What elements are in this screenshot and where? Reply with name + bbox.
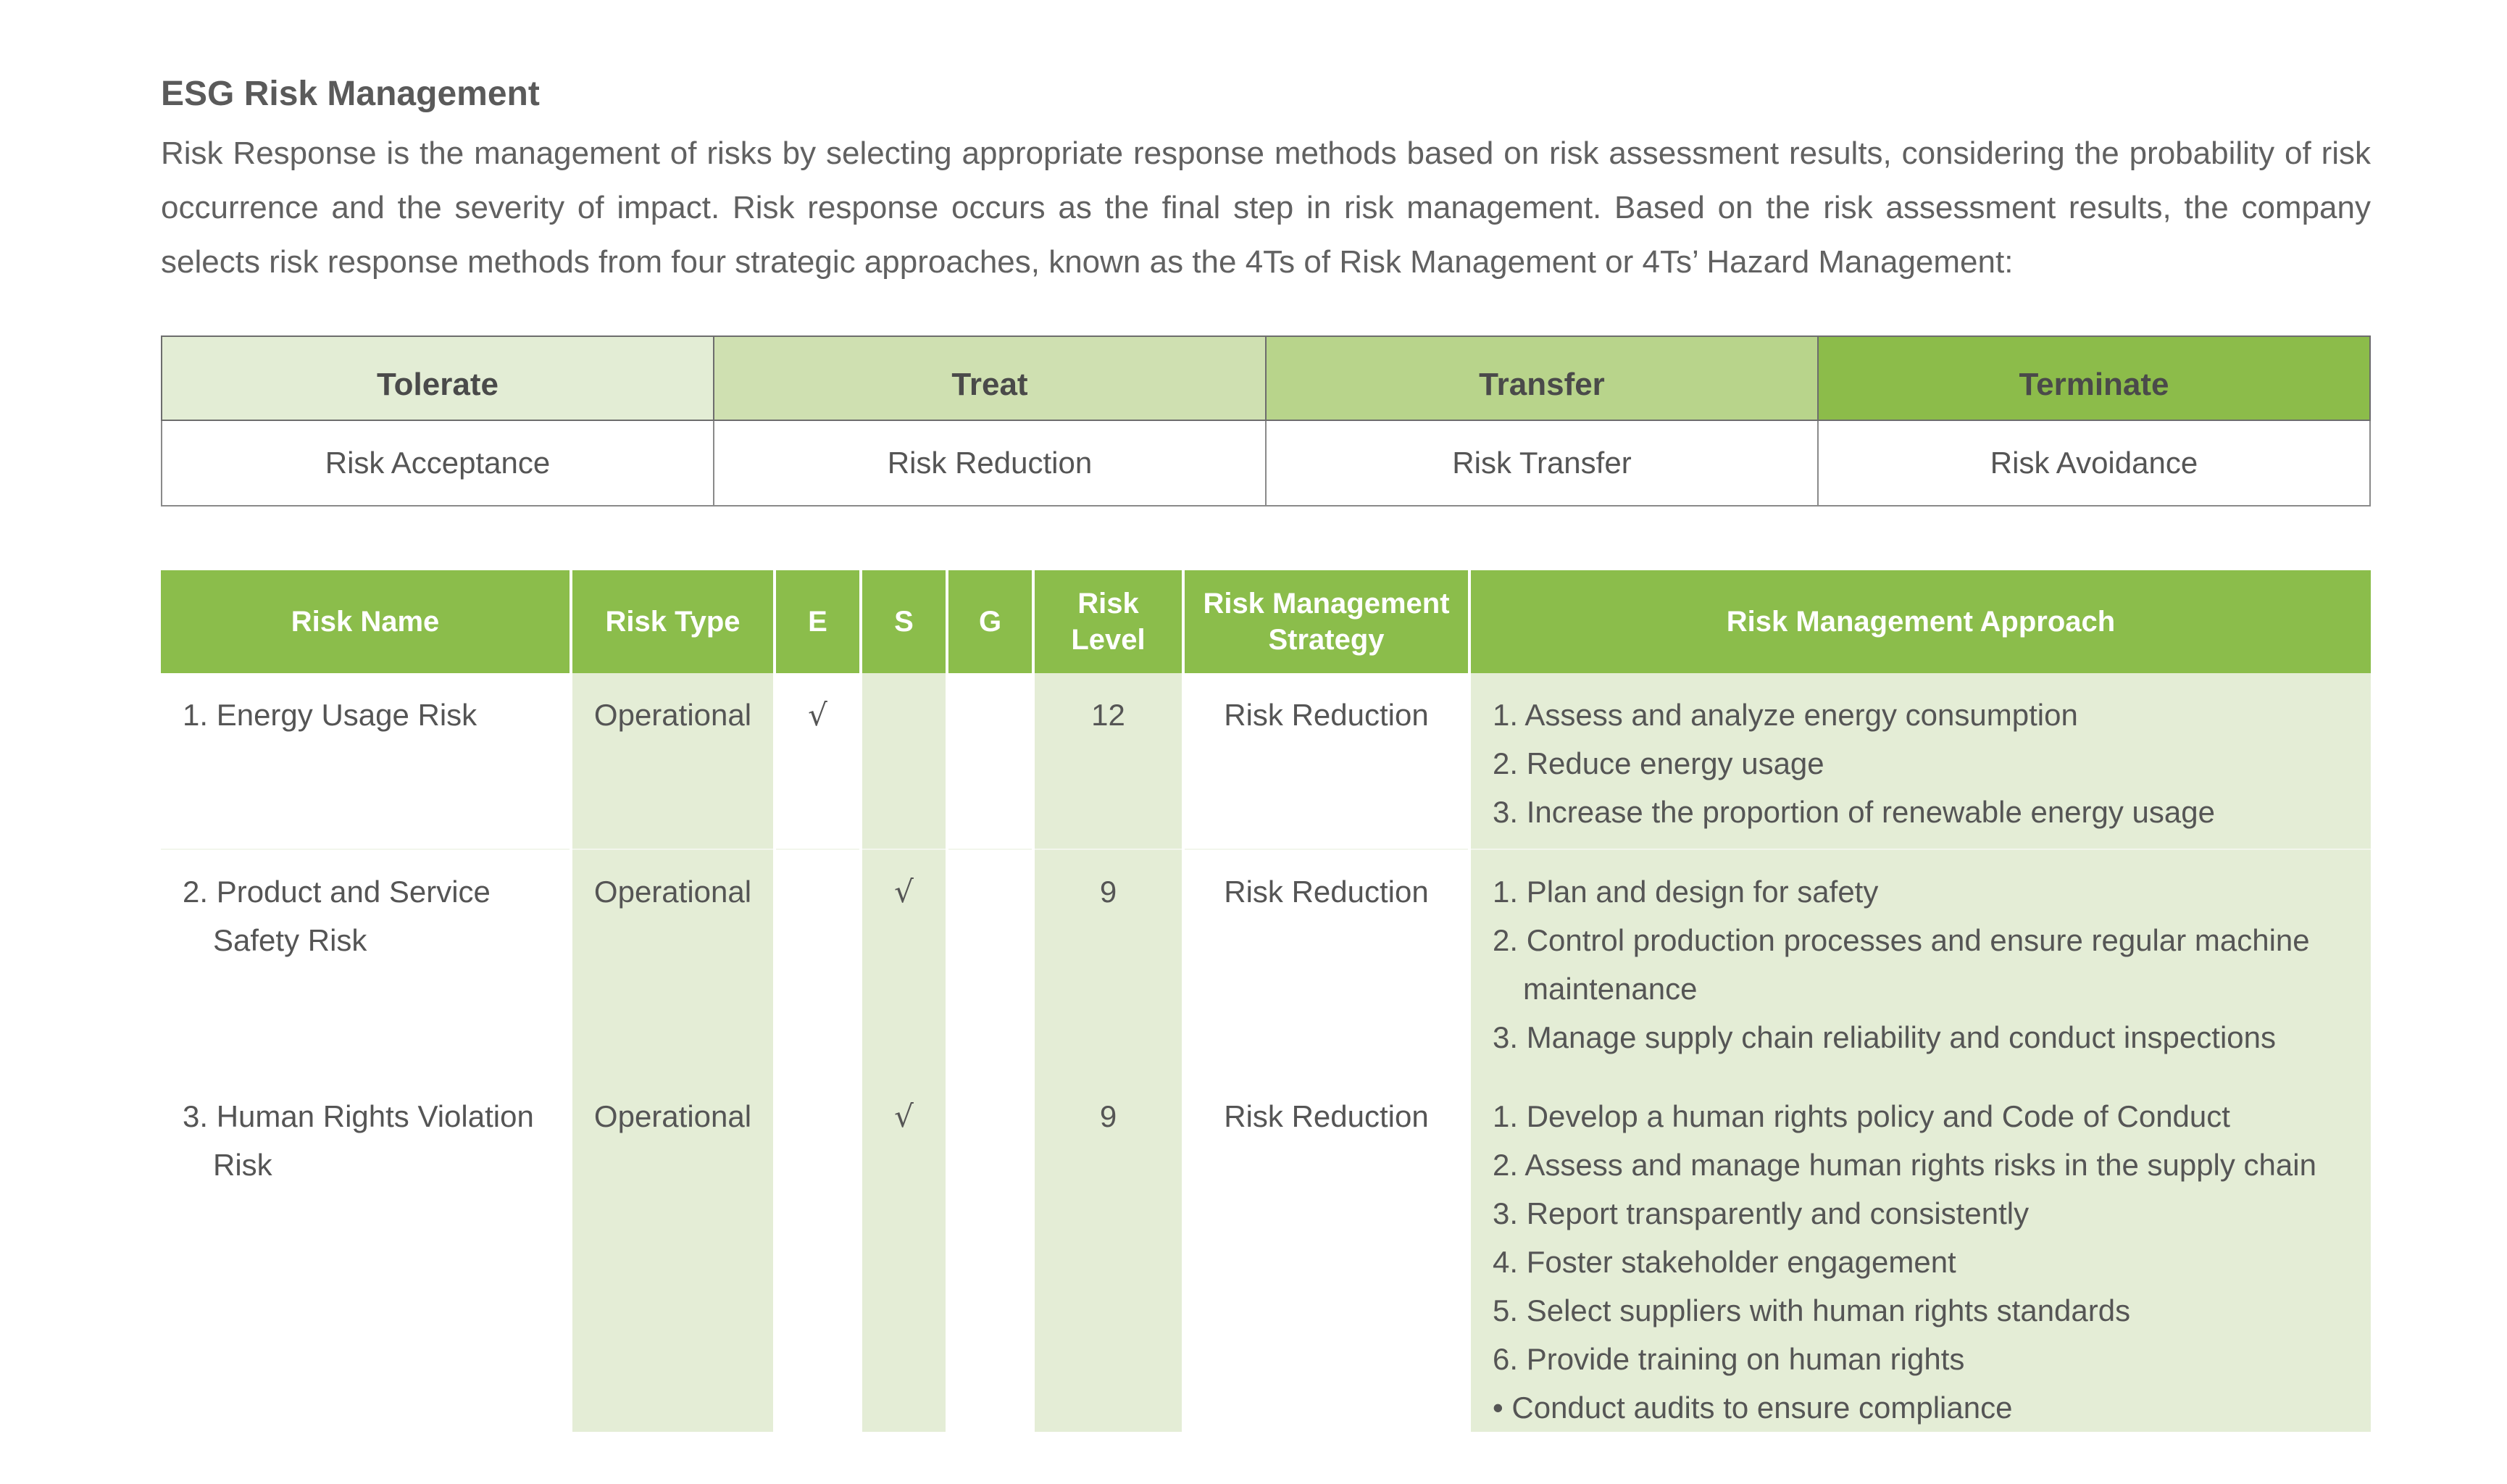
s-check <box>861 673 947 849</box>
list-item: 3. Manage supply chain reliability and conduct inspections <box>1493 1020 2276 1054</box>
list-item: 5. Select suppliers with human rights standards <box>1493 1293 2131 1327</box>
approach-list <box>1471 867 2371 1062</box>
list-item: 1. Develop a human rights policy and Code of Conduct <box>1493 1099 2230 1133</box>
list-item: 2. Assess and manage human rights risks in the supply chain <box>1493 1148 2316 1182</box>
s-check: √ <box>861 849 947 1075</box>
list-item: 1. Plan and design for safety <box>1493 875 1879 909</box>
risk-strategy: Risk Reduction <box>1183 849 1469 1075</box>
col-strategy: Risk Management Strategy <box>1183 570 1469 673</box>
four-ts-meaning-terminate: Risk Avoidance <box>1818 420 2370 506</box>
e-check <box>775 849 861 1075</box>
four-ts-transfer: Transfer <box>1266 336 1818 420</box>
risk-approach <box>1469 1075 2371 1432</box>
col-risk-level: Risk Level <box>1033 570 1183 673</box>
four-ts-tolerate: Tolerate <box>162 336 714 420</box>
four-ts-meaning-row <box>162 420 2370 506</box>
col-risk-type: Risk Type <box>571 570 775 673</box>
table-row <box>161 1075 2371 1432</box>
table-row <box>161 849 2371 1075</box>
risk-name <box>161 849 571 1075</box>
list-item: 1. Assess and analyze energy consumption <box>1493 698 2078 732</box>
risk-approach <box>1469 849 2371 1075</box>
table-row <box>161 673 2371 849</box>
risk-type: Operational <box>571 673 775 849</box>
risk-name-text: 2. Product and Service Safety Risk <box>183 875 491 957</box>
four-ts-header-row <box>162 336 2370 420</box>
risk-strategy: Risk Reduction <box>1183 673 1469 849</box>
risk-approach <box>1469 673 2371 849</box>
approach-list <box>1471 1092 2371 1432</box>
col-s: S <box>861 570 947 673</box>
risk-name <box>161 1075 571 1432</box>
page-title: ESG Risk Management <box>161 75 540 113</box>
list-item: 2. Reduce energy usage <box>1493 746 1824 780</box>
four-ts-meaning-transfer: Risk Transfer <box>1266 420 1818 506</box>
e-check: √ <box>775 673 861 849</box>
list-item: 3. Increase the proportion of renewable energy usage <box>1493 795 2215 829</box>
risk-level: 9 <box>1033 1075 1183 1432</box>
four-ts-table <box>161 335 2371 507</box>
four-ts-meaning-treat: Risk Reduction <box>714 420 1266 506</box>
list-item: 6. Provide training on human rights <box>1493 1342 1965 1376</box>
risk-name-text: 1. Energy Usage Risk <box>183 698 477 732</box>
four-ts-meaning-tolerate: Risk Acceptance <box>162 420 714 506</box>
g-check <box>947 849 1033 1075</box>
risk-name <box>161 673 571 849</box>
e-check <box>775 1075 861 1432</box>
risk-table-header <box>161 570 2371 673</box>
s-check: √ <box>861 1075 947 1432</box>
list-item: 3. Report transparently and consistently <box>1493 1196 2030 1230</box>
risk-level: 12 <box>1033 673 1183 849</box>
page <box>161 71 2371 1432</box>
list-item: • Conduct audits to ensure compliance <box>1493 1391 2013 1425</box>
col-e: E <box>775 570 861 673</box>
col-approach: Risk Management Approach <box>1469 570 2371 673</box>
col-risk-name: Risk Name <box>161 570 571 673</box>
risk-type: Operational <box>571 849 775 1075</box>
list-item: 4. Foster stakeholder engagement <box>1493 1245 1956 1279</box>
risk-strategy: Risk Reduction <box>1183 1075 1469 1432</box>
risk-level: 9 <box>1033 849 1183 1075</box>
approach-list <box>1471 691 2371 836</box>
risk-table <box>161 570 2371 1432</box>
risk-type: Operational <box>571 1075 775 1432</box>
col-g: G <box>947 570 1033 673</box>
risk-name-text: 3. Human Rights Violation Risk <box>183 1099 534 1182</box>
g-check <box>947 1075 1033 1432</box>
g-check <box>947 673 1033 849</box>
four-ts-terminate: Terminate <box>1818 336 2370 420</box>
list-item: 2. Control production processes and ensure regular machine maintenance <box>1493 923 2310 1006</box>
intro-paragraph: Risk Response is the management of risks by selecting appropriate response methods based on risk assessment results, considering the probability of risk occurrence and the severity of impact. Risk response occurs as the final step in risk management. Based on the risk assessment results, the company selects risk response methods from four strategic approaches, known as the 4Ts of Risk Management or 4Ts’ Hazard Management: <box>161 136 2371 280</box>
four-ts-treat: Treat <box>714 336 1266 420</box>
